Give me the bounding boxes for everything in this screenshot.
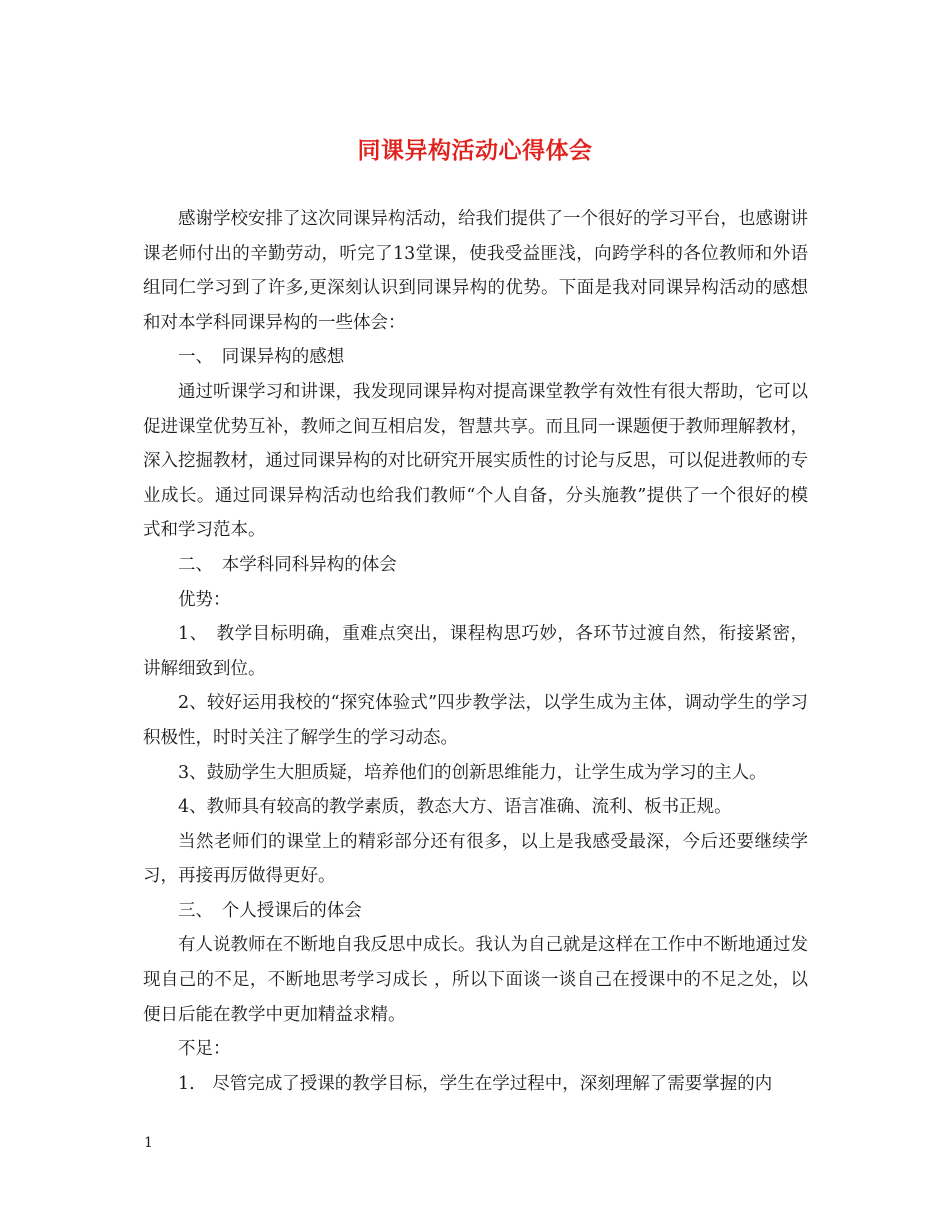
shortcoming-item-1: 1. 尽管完成了授课的教学目标，学生在学过程中，深刻理解了需要掌握的内 bbox=[178, 1073, 773, 1094]
advantage-item-4: 4、教师具有较高的教学素质，教态大方、语言准确、流利、板书正规。 bbox=[178, 797, 732, 818]
advantage-item-3: 3、鼓励学生大胆质疑，培养他们的创新思维能力，让学生成为学习的主人。 bbox=[178, 762, 767, 783]
advantage-item-2: 2、较好运用我校的“探究体验式”四步教学法，以学生成为主体，调动学生的学习积极性，时时关注了解学生的学习动态。 bbox=[143, 693, 808, 748]
section-heading-1: 一、 同课异构的感想 bbox=[178, 347, 345, 368]
advantages-summary: 当然老师们的课堂上的精彩部分还有很多，以上是我感受最深，今后还要继续学习，再接再厉做得更好。 bbox=[143, 831, 808, 887]
document-title: 同课异构活动心得体会 bbox=[357, 138, 593, 164]
intro-paragraph: 感谢学校安排了这次同课异构活动，给我们提供了一个很好的学习平台，也感谢讲课老师付出的辛勤劳动，听完了13堂课，使我受益匪浅，向跨学科的各位教师和外语组同仁学习到了许多,更深刻认识到同课异构的优势。下面是我对同课异构活动的感想和对本学科同课异构的一些体会： bbox=[143, 209, 808, 333]
section-1-paragraph: 通过听课学习和讲课，我发现同课异构对提高课堂教学有效性有很大帮助，它可以促进课堂优势互补，教师之间互相启发，智慧共享。而且同一课题便于教师理解教材，深入挖掘教材，通过同课异构的对比研究开展实质性的讨论与反思，可以促进教师的专业成长。通过同课异构活动也给我们教师“个人自备，分头施教”提供了一个很好的模式和学习范本。 bbox=[143, 381, 808, 541]
document-body bbox=[143, 202, 808, 1101]
page-number: 1 bbox=[144, 1135, 153, 1151]
advantages-label: 优势： bbox=[178, 589, 231, 610]
shortcomings-label: 不足： bbox=[178, 1039, 231, 1060]
section-3-paragraph: 有人说教师在不断地自我反思中成长。我认为自己就是这样在工作中不断地通过发现自己的不足，不断地思考学习成长 ，所以下面谈一谈自己在授课中的不足之处，以便日后能在教学中更加精益求精。 bbox=[143, 935, 808, 1025]
section-heading-2: 二、 本学科同科异构的体会 bbox=[178, 554, 397, 575]
section-heading-3: 三、 个人授课后的体会 bbox=[178, 900, 362, 921]
advantage-item-1: 1、 教学目标明确，重难点突出，课程构思巧妙，各环节过渡自然，衔接紧密，讲解细致到位。 bbox=[143, 624, 808, 679]
